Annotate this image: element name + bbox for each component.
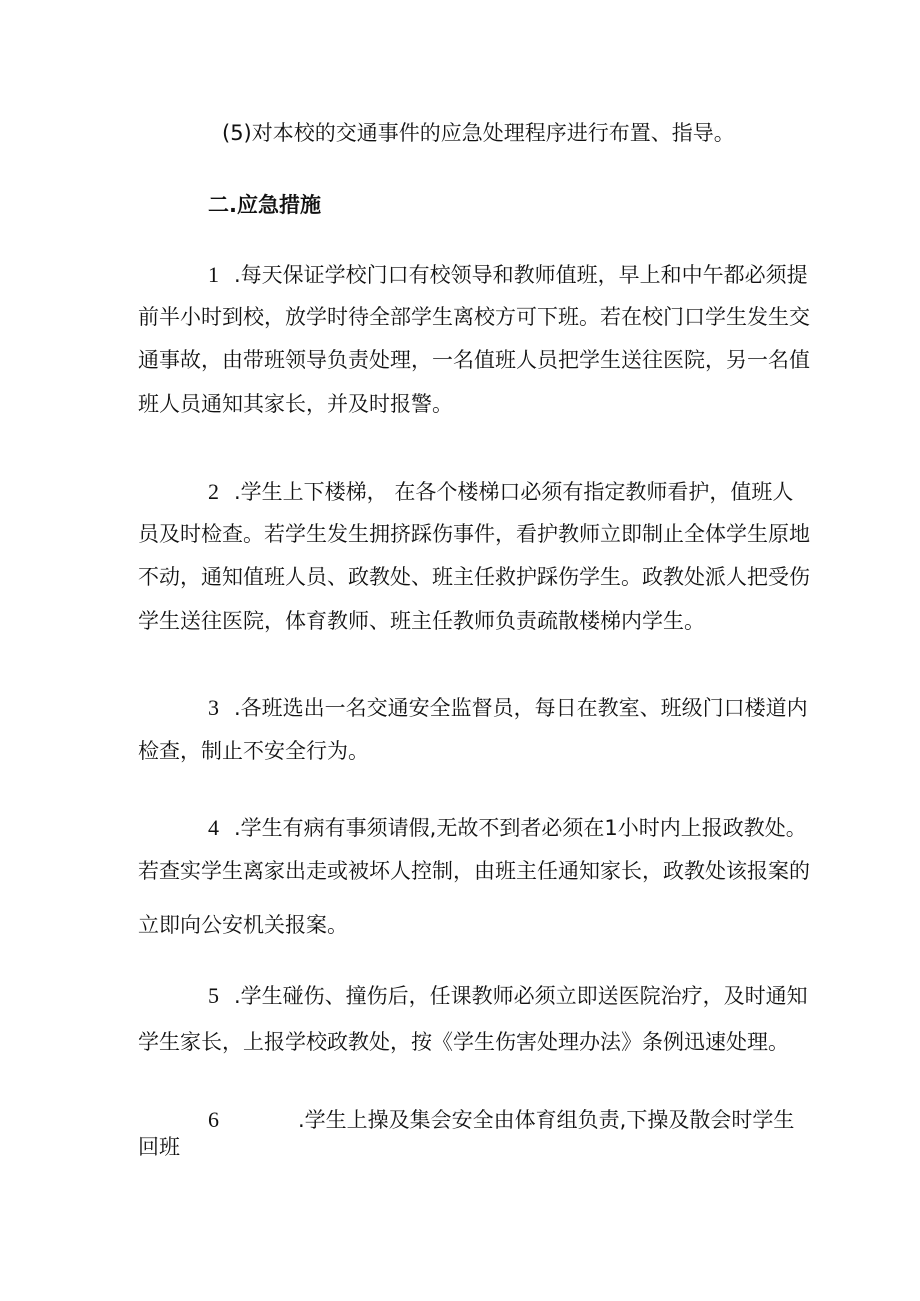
item-5b-line-2: 学生家长，上报学校政教处，按《学生伤害处理办法》条例迅速处理。 xyxy=(138,1030,789,1054)
item-2-line-1 xyxy=(208,477,793,507)
item-1-text: .每天保证学校门口有校领导和教师值班，早上和中午都必须提 xyxy=(234,263,808,287)
item-5b-number: 5 xyxy=(208,983,219,1008)
item-4-line-3: 立即向公安机关报案。 xyxy=(138,913,348,937)
item-3-text: .各班选出一名交通安全监督员，每日在教室、班级门口楼道内 xyxy=(234,696,808,720)
item-1-line-1 xyxy=(208,260,808,290)
item-6-number: 6 xyxy=(208,1107,219,1132)
item-4-line-1 xyxy=(208,813,807,843)
item-3-line-1 xyxy=(208,693,808,723)
item-3-number: 3 xyxy=(208,695,219,720)
item-5-text: (5)对本校的交通事件的应急处理程序进行布置、指导。 xyxy=(222,121,735,145)
item-5b-line-1 xyxy=(208,981,808,1011)
item-1-line-2: 前半小时到校，放学时待全部学生离校方可下班。若在校门口学生发生交 xyxy=(138,305,810,329)
item-2-line-4: 学生送往医院，体育教师、班主任教师负责疏散楼梯内学生。 xyxy=(138,609,705,633)
item-1-number: 1 xyxy=(208,262,219,287)
item-2-text: .学生上下楼梯， 在各个楼梯口必须有指定教师看护，值班人 xyxy=(234,480,794,504)
item-4-number: 4 xyxy=(208,815,219,840)
item-2-line-3: 不动，通知值班人员、政教处、班主任救护踩伤学生。政教处派人把受伤 xyxy=(138,565,810,589)
item-6-line-1 xyxy=(208,1105,794,1135)
item-4-text: .学生有病有事须请假,无故不到者必须在1小时内上报政教处。 xyxy=(234,816,807,840)
item-2-number: 2 xyxy=(208,479,219,504)
item-6-line-2: 回班 xyxy=(138,1135,180,1159)
item-5b-text: .学生碰伤、撞伤后，任课教师必须立即送医院治疗，及时通知 xyxy=(234,984,808,1008)
item-4-line-2: 若查实学生离家出走或被坏人控制，由班主任通知家长，政教处该报案的 xyxy=(138,859,810,883)
item-1-line-4: 班人员通知其家长，并及时报警。 xyxy=(138,392,453,416)
item-2-line-2: 员及时检查。若学生发生拥挤踩伤事件，看护教师立即制止全体学生原地 xyxy=(138,522,810,546)
section-heading: 二.应急措施 xyxy=(208,193,321,217)
item-1-line-3: 通事故，由带班领导负责处理，一名值班人员把学生送往医院，另一名值 xyxy=(138,348,810,372)
item-3-line-2: 检查，制止不安全行为。 xyxy=(138,739,369,763)
item-6-text: .学生上操及集会安全由体育组负责,下操及散会时学生 xyxy=(298,1108,795,1132)
